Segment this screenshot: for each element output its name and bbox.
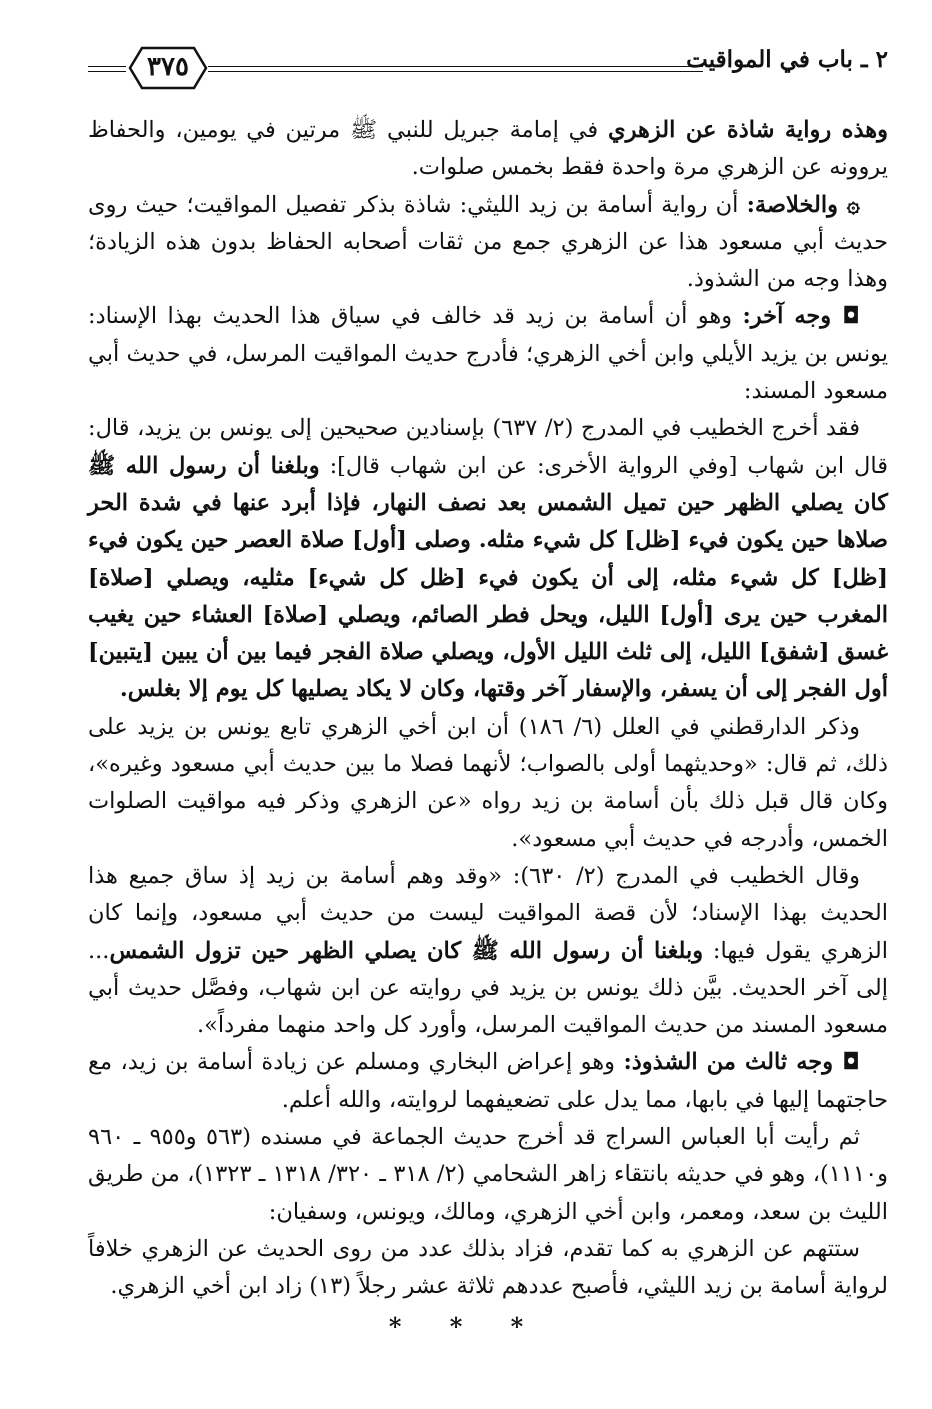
bold-text: وهذه رواية شاذة عن الزهري — [607, 117, 889, 143]
bold-text: ◘ وجه آخر: — [742, 303, 860, 330]
paragraph — [88, 410, 888, 708]
text-run: وذكر الدارقطني في العلل (٦/ ١٨٦) أن ابن أخي الزهري تابع يونس بن يزيد على ذلك، ثم قال: «وحديثهما أولى بالصواب؛ لأنهما فصلا ما بين حديث أبي مسعود وغيره»، وكان قال قبل ذلك بأن أسامة بن زيد رواه «عن الزهري وذكر فيه مواقيت الصلوات الخمس، وأدرجه في حديث أبي مسعود». — [88, 713, 888, 852]
page-number-badge — [128, 42, 208, 94]
text-run: أن رواية أسامة بن زيد الليثي: شاذة بذكر تفصيل المواقيت؛ حيث روى حديث أبي مسعود هذا عن الزهري جمع من ثقات أصحابه الحفاظ بدون هذه الزيادة؛ وهذا وجه من الشذوذ. — [88, 191, 888, 293]
text-run: وقال الخطيب في المدرج (٢/ ٦٣٠): «وقد وهم أسامة بن زيد إذ ساق جميع هذا الحديث بهذا الإسناد؛ لأن قصة المواقيت ليست من حديث أبي مسعود، وإنما كان الزهري يقول فيها: — [88, 862, 888, 964]
paragraph — [88, 112, 888, 187]
bold-text: وبلغنا أن رسول الله ﷺ كان يصلي الظهر حين تزول الشمس — [109, 937, 704, 964]
text-run: في إمامة جبريل للنبي ﷺ مرتين في يومين، والحفاظ يروونه عن الزهري مرة واحدة فقط بخمس صلوات. — [88, 117, 888, 181]
paragraph — [88, 1044, 888, 1119]
text-run: وهو أن أسامة بن زيد قد خالف في سياق هذا الحديث بهذا الإسناد: يونس بن يزيد الأيلي وابن أخي الزهري؛ فأدرج حديث المواقيت المرسل، في حديث أبي مسعود المسند: — [88, 303, 888, 405]
paragraph — [88, 1119, 888, 1231]
header-rule-left-double — [88, 71, 126, 72]
header-rule — [208, 66, 703, 67]
text-run: وهو إعراض البخاري ومسلم عن زيادة أسامة بن زيد، مع حاجتهما إليها في بابها، مما يدل على تضعيفهما لروايته، والله أعلم. — [88, 1049, 888, 1113]
page-header — [88, 38, 888, 94]
paragraph — [88, 858, 888, 1044]
text-run: فقد أخرج الخطيب في المدرج (٢/ ٦٣٧) بإسنادين صحيحين إلى يونس بن يزيد، قال: قال ابن شهاب [وفي الرواية الأخرى: عن ابن شهاب قال]: — [88, 415, 889, 479]
text-run: ثم رأيت أبا العباس السراج قد أخرج حديث الجماعة في مسنده (٥٦٣ و٩٥٥ ـ ٩٦٠ و١١١٠)، وهو في حديثه بانتقاء زاهر الشحامي (٢/ ٣١٨ ـ ٣٢٠/ ١٣١٨ ـ ١٣٢٣)، من طريق الليث بن سعد، ومعمر، وابن أخي الزهري، ومالك، ويونس، وسفيان: — [88, 1124, 889, 1225]
page-body — [88, 112, 888, 1306]
header-rule-double — [208, 71, 703, 72]
chapter-title: ٢ ـ باب في المواقيت — [686, 46, 888, 73]
paragraph — [88, 298, 888, 410]
section-separator: * * * — [388, 1312, 544, 1341]
paragraph — [88, 187, 888, 299]
page-number: ٣٧٥ — [147, 52, 189, 82]
bold-text: ◘ وجه ثالث من الشذوذ: — [623, 1049, 860, 1076]
paragraph — [88, 1231, 888, 1306]
text-run: ... إلى آخر الحديث. بيَّن ذلك يونس بن يزيد في روايته عن ابن شهاب، وفصَّل حديث أبي مسعود المسند من حديث المواقيت المرسل، وأورد كل واحد منهما مفرداً». — [88, 937, 888, 1039]
bold-text: ۞ والخلاصة: — [746, 191, 860, 218]
text-run: ستتهم عن الزهري به كما تقدم، فزاد بذلك عدد من روى الحديث عن الزهري خلافاً لرواية أسامة بن زيد الليثي، فأصبح عددهم ثلاثة عشر رجلاً (١٣) زاد ابن أخي الزهري. — [88, 1235, 888, 1300]
header-rule-left — [88, 66, 126, 67]
paragraph — [88, 709, 888, 858]
bold-text: وبلغنا أن رسول الله ﷺ كان يصلي الظهر حين تميل الشمس بعد نصف النهار، فإذا أبرد عنها في شدة الحر صلاها حين يكون فيء [ظل] كل شيء مثله. وصلى [أول] صلاة العصر حين يكون فيء [ظل] كل شيء مثله، إلى أن يكون فيء [ظل كل شيء] مثليه، ويصلي [صلاة] المغرب حين يرى [أول] الليل، ويحل فطر الصائم، ويصلي [صلاة] العشاء حين يغيب غسق [شفق] الليل، إلى ثلث الليل الأول، ويصلي صلاة الفجر فيما بين أن يبين [يتبين] أول الفجر إلى أن يسفر، والإسفار آخر وقتها، وكان لا يكاد يصليها كل يوم إلا بغلس. — [88, 452, 888, 703]
